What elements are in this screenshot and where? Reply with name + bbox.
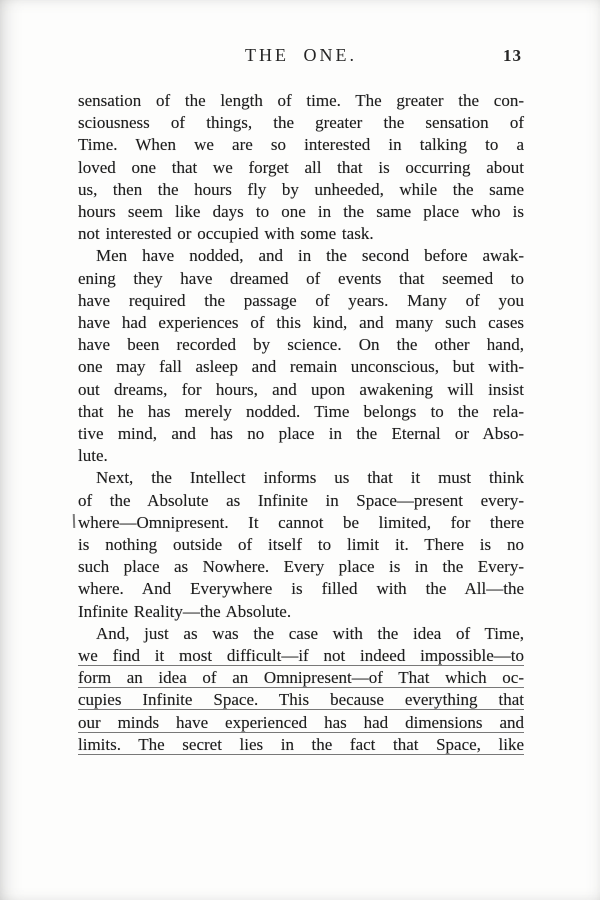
paragraph-3: [78, 467, 524, 622]
page-text: [78, 90, 524, 756]
text-line: Next, the Intellect informs us that it must think: [96, 468, 524, 488]
text-line: where. And Everywhere is filled with the All—the: [78, 579, 524, 599]
text-line: tive mind, and has no place in the Eternal or Abso-: [78, 424, 524, 444]
text-line: one may fall asleep and remain unconscious, but with-: [78, 357, 524, 377]
text-line: sciousness of things, the greater the sensation of: [78, 113, 524, 133]
text-line: our minds have experienced has had dimensions and: [78, 712, 524, 732]
scan-artifact-mark: [73, 514, 75, 528]
text-line: loved one that we forget all that is occurring about: [78, 157, 524, 177]
text-line: have had experiences of this kind, and many such cases: [78, 313, 524, 333]
text-line: that he has merely nodded. Time belongs to the rela-: [78, 401, 524, 421]
text-line: Men have nodded, and in the second before awak-: [96, 246, 524, 266]
page-number: 13: [503, 46, 522, 65]
text-line: Time. When we are so interested in talking to a: [78, 135, 524, 155]
text-line: lute.: [78, 446, 108, 466]
text-line: And, just as was the case with the idea of Time,: [96, 623, 524, 643]
running-title: THE ONE.: [245, 45, 357, 65]
text-line: hours seem like days to one in the same place who is: [78, 202, 524, 222]
text-line: us, then the hours fly by unheeded, while the same: [78, 179, 524, 199]
text-line: form an idea of an Omnipresent—of That which oc-: [78, 668, 524, 688]
text-line: ening they have dreamed of events that seemed to: [78, 268, 524, 288]
text-line: we find it most difficult—if not indeed impossible—to: [78, 646, 524, 666]
text-line: have required the passage of years. Many of you: [78, 290, 524, 310]
page-header: [78, 45, 524, 67]
text-line: is nothing outside of itself to limit it. There is no: [78, 535, 524, 555]
paragraph-1: [78, 90, 524, 245]
text-line: out dreams, for hours, and upon awakening will insist: [78, 379, 524, 399]
text-line: limits. The secret lies in the fact that Space, like: [78, 734, 524, 754]
text-line: not interested or occupied with some task.: [78, 224, 374, 244]
text-line: where—Omnipresent. It cannot be limited, for there: [78, 512, 524, 532]
paragraph-4: [78, 623, 524, 756]
text-line: cupies Infinite Space. This because everything that: [78, 690, 524, 710]
text-line: have been recorded by science. On the other hand,: [78, 335, 524, 355]
text-line: of the Absolute as Infinite in Space—present every-: [78, 490, 524, 510]
text-line: sensation of the length of time. The greater the con-: [78, 91, 524, 110]
text-line: Infinite Reality—the Absolute.: [78, 601, 292, 621]
text-line: such place as Nowhere. Every place is in the Every-: [78, 557, 524, 577]
paragraph-2: [78, 245, 524, 467]
